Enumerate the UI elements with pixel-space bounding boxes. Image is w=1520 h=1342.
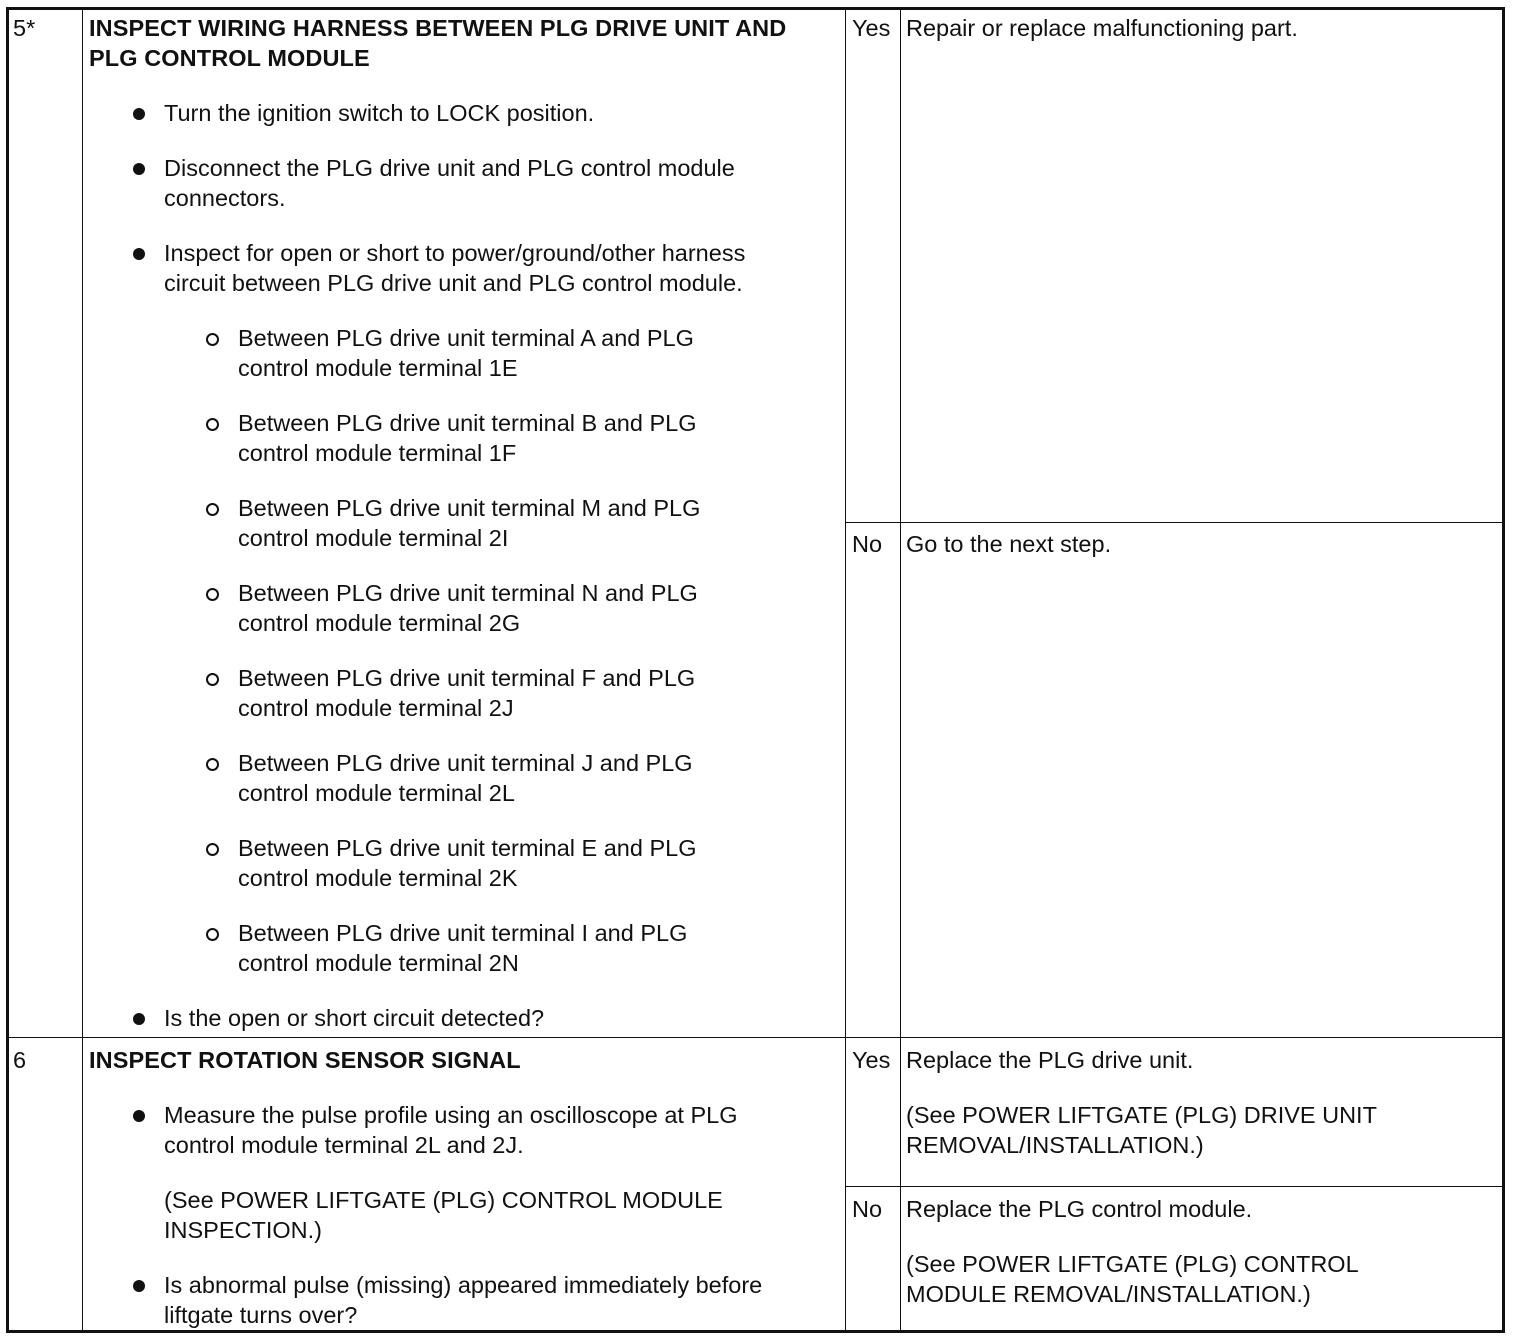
bullet-icon [133, 248, 145, 260]
instruction-text: Disconnect the PLG drive unit and PLG control module [164, 155, 735, 181]
step-number: 6 [13, 1047, 27, 1073]
yes-label: Yes [852, 1047, 891, 1073]
column-divider-result [900, 10, 901, 1330]
yes-action-text: Repair or replace malfunctioning part. [906, 15, 1298, 41]
question-text: liftgate turns over? [164, 1302, 358, 1328]
sub-item-text: control module terminal 2L [238, 780, 515, 806]
step-number: 5* [13, 15, 36, 41]
bullet-icon [133, 163, 145, 175]
no-action-text: Replace the PLG control module. [906, 1196, 1253, 1222]
sub-item-text: control module terminal 2K [238, 865, 518, 891]
step-title-line: INSPECT ROTATION SENSOR SIGNAL [89, 1047, 521, 1073]
column-divider-step [82, 10, 83, 1330]
reference-note: (See POWER LIFTGATE (PLG) CONTROL MODULE [164, 1187, 723, 1213]
sub-bullet-icon [206, 928, 219, 941]
row-divider-step6-yes-no [845, 1186, 1502, 1187]
sub-item-text: Between PLG drive unit terminal F and PLG [238, 665, 696, 691]
row-divider-step5-yes-no [845, 522, 1502, 523]
reference-note: MODULE REMOVAL/INSTALLATION.) [906, 1281, 1311, 1307]
reference-note: REMOVAL/INSTALLATION.) [906, 1132, 1204, 1158]
sub-item-text: Between PLG drive unit terminal I and PLG [238, 920, 688, 946]
no-label: No [852, 531, 883, 557]
step-title-line: PLG CONTROL MODULE [89, 45, 370, 71]
instruction-text: circuit between PLG drive unit and PLG control module. [164, 270, 743, 296]
sub-bullet-icon [206, 333, 219, 346]
bullet-icon [133, 1110, 145, 1122]
yes-action-text: Replace the PLG drive unit. [906, 1047, 1194, 1073]
yes-label: Yes [852, 15, 891, 41]
instruction-text: connectors. [164, 185, 286, 211]
sub-item-text: Between PLG drive unit terminal B and PLG [238, 410, 697, 436]
instruction-text: Measure the pulse profile using an oscilloscope at PLG [164, 1102, 738, 1128]
bullet-icon [133, 1280, 145, 1292]
sub-bullet-icon [206, 588, 219, 601]
sub-item-text: Between PLG drive unit terminal M and PLG [238, 495, 701, 521]
no-label: No [852, 1196, 883, 1222]
step-title-line: INSPECT WIRING HARNESS BETWEEN PLG DRIVE UNIT AND [89, 15, 787, 41]
sub-item-text: control module terminal 2N [238, 950, 519, 976]
sub-item-text: control module terminal 2J [238, 695, 514, 721]
question-text: Is abnormal pulse (missing) appeared immediately before [164, 1272, 763, 1298]
sub-bullet-icon [206, 503, 219, 516]
sub-bullet-icon [206, 418, 219, 431]
reference-note: (See POWER LIFTGATE (PLG) CONTROL [906, 1251, 1359, 1277]
instruction-text: control module terminal 2L and 2J. [164, 1132, 524, 1158]
sub-bullet-icon [206, 843, 219, 856]
row-divider-step-6 [9, 1037, 1502, 1038]
sub-item-text: control module terminal 2I [238, 525, 509, 551]
column-divider-action [845, 10, 846, 1330]
reference-note: INSPECTION.) [164, 1217, 322, 1243]
no-action-text: Go to the next step. [906, 531, 1112, 557]
instruction-text: Turn the ignition switch to LOCK position. [164, 100, 595, 126]
question-text: Is the open or short circuit detected? [164, 1005, 545, 1031]
instruction-text: Inspect for open or short to power/ground/other harness [164, 240, 746, 266]
sub-item-text: control module terminal 1F [238, 440, 517, 466]
reference-note: (See POWER LIFTGATE (PLG) DRIVE UNIT [906, 1102, 1377, 1128]
sub-item-text: control module terminal 2G [238, 610, 521, 636]
bullet-icon [133, 1013, 145, 1025]
sub-item-text: Between PLG drive unit terminal A and PLG [238, 325, 694, 351]
sub-item-text: Between PLG drive unit terminal J and PLG [238, 750, 693, 776]
sub-bullet-icon [206, 758, 219, 771]
sub-item-text: control module terminal 1E [238, 355, 518, 381]
sub-item-text: Between PLG drive unit terminal E and PLG [238, 835, 697, 861]
sub-item-text: Between PLG drive unit terminal N and PLG [238, 580, 698, 606]
sub-bullet-icon [206, 673, 219, 686]
bullet-icon [133, 108, 145, 120]
